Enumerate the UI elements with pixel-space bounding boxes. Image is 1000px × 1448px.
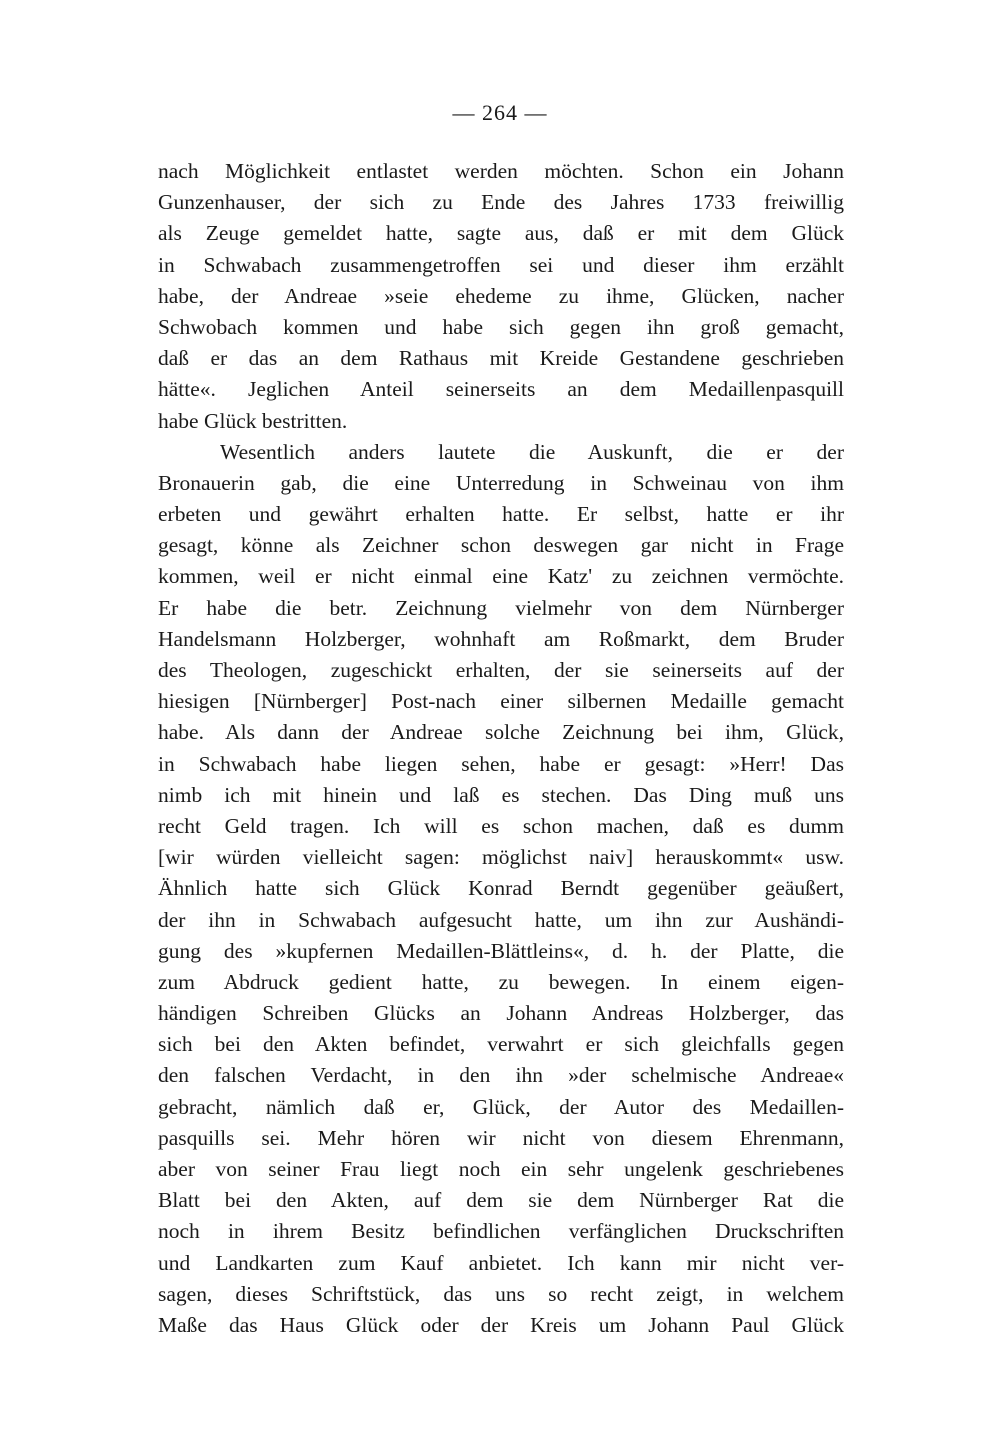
text-line: als Zeuge gemeldet hatte, sagte aus, daß er mit dem Glück — [158, 221, 844, 246]
text-line: aber von seiner Frau liegt noch ein sehr ungelenk geschriebenes — [158, 1157, 844, 1181]
text-line: gesagt, könne als Zeichner schon deswegen gar nicht in Frage — [158, 533, 844, 558]
text-line: und Landkarten zum Kauf anbietet. Ich kann mir nicht ver- — [158, 1250, 844, 1275]
text-line: nimb ich mit hinein und laß es stechen. Das Ding muß uns — [158, 782, 844, 807]
text-line: des Theologen, zugeschickt erhalten, der sie seinerseits auf der — [158, 658, 844, 682]
text-line: sich bei den Akten befindet, verwahrt er sich gleichfalls gegen — [158, 1032, 844, 1057]
text-line: den falschen Verdacht, in den ihn »der schelmische Andreae« — [158, 1063, 844, 1088]
text-line: zum Abdruck gedient hatte, zu bewegen. In einem eigen- — [158, 969, 844, 994]
body-text — [158, 156, 844, 1341]
text-line: Wesentlich anders lautete die Auskunft, die er der — [220, 439, 844, 464]
text-line: kommen, weil er nicht einmal eine Katz' zu zeichnen vermöchte. — [158, 564, 844, 589]
text-line: in Schwabach habe liegen sehen, habe er gesagt: »Herr! Das — [158, 751, 844, 776]
text-line: daß er das an dem Rathaus mit Kreide Gestandene geschrieben — [158, 346, 844, 371]
text-line: pasquills sei. Mehr hören wir nicht von diesem Ehrenmann, — [158, 1125, 844, 1150]
paragraph — [158, 437, 844, 1341]
text-line: erbeten und gewährt erhalten hatte. Er selbst, hatte er ihr — [158, 502, 844, 527]
text-line: Blatt bei den Akten, auf dem sie dem Nürnberger Rat die — [158, 1188, 844, 1213]
text-line: [wir würden vielleicht sagen: möglichst naiv] herauskommt« usw. — [158, 845, 844, 870]
text-line: gung des »kupfernen Medaillen-Blättleins«, d. h. der Platte, die — [158, 938, 844, 963]
text-line: händigen Schreiben Glücks an Johann Andreas Holzberger, das — [158, 1001, 844, 1026]
paragraph — [158, 156, 844, 437]
text-line: in Schwabach zusammengetroffen sei und dieser ihm erzählt — [158, 252, 844, 277]
text-line: sagen, dieses Schriftstück, das uns so recht zeigt, in welchem — [158, 1281, 844, 1306]
text-line: Handelsmann Holzberger, wohnhaft am Roßmarkt, dem Bruder — [158, 626, 844, 651]
text-line: Schwobach kommen und habe sich gegen ihn groß gemacht, — [158, 314, 844, 339]
page-number: — 264 — — [452, 100, 548, 125]
text-line: Gunzenhauser, der sich zu Ende des Jahres 1733 freiwillig — [158, 190, 844, 215]
text-line: nach Möglichkeit entlastet werden möchten. Schon ein Johann — [158, 159, 844, 183]
text-line: habe Glück bestritten. — [158, 408, 348, 433]
text-line: Ähnlich hatte sich Glück Konrad Berndt gegenüber geäußert, — [158, 876, 844, 901]
text-line: recht Geld tragen. Ich will es schon machen, daß es dumm — [158, 813, 844, 838]
text-line: noch in ihrem Besitz befindlichen verfänglichen Druckschriften — [158, 1219, 844, 1244]
text-line: Er habe die betr. Zeichnung vielmehr von dem Nürnberger — [158, 595, 844, 620]
text-line: Maße das Haus Glück oder der Kreis um Johann Paul Glück — [158, 1312, 844, 1337]
text-line: gebracht, nämlich daß er, Glück, der Autor des Medaillen- — [158, 1094, 844, 1119]
text-line: Bronauerin gab, die eine Unterredung in Schweinau von ihm — [158, 470, 844, 495]
text-line: habe. Als dann der Andreae solche Zeichnung bei ihm, Glück, — [158, 720, 844, 745]
text-line: habe, der Andreae »seie ehedeme zu ihme, Glücken, nacher — [158, 283, 844, 308]
text-line: hiesigen [Nürnberger] Post-nach einer silbernen Medaille gemacht — [158, 689, 844, 714]
text-line: hätte«. Jeglichen Anteil seinerseits an dem Medaillenpasquill — [158, 377, 844, 402]
text-line: der ihn in Schwabach aufgesucht hatte, um ihn zur Aushändi- — [158, 907, 844, 932]
